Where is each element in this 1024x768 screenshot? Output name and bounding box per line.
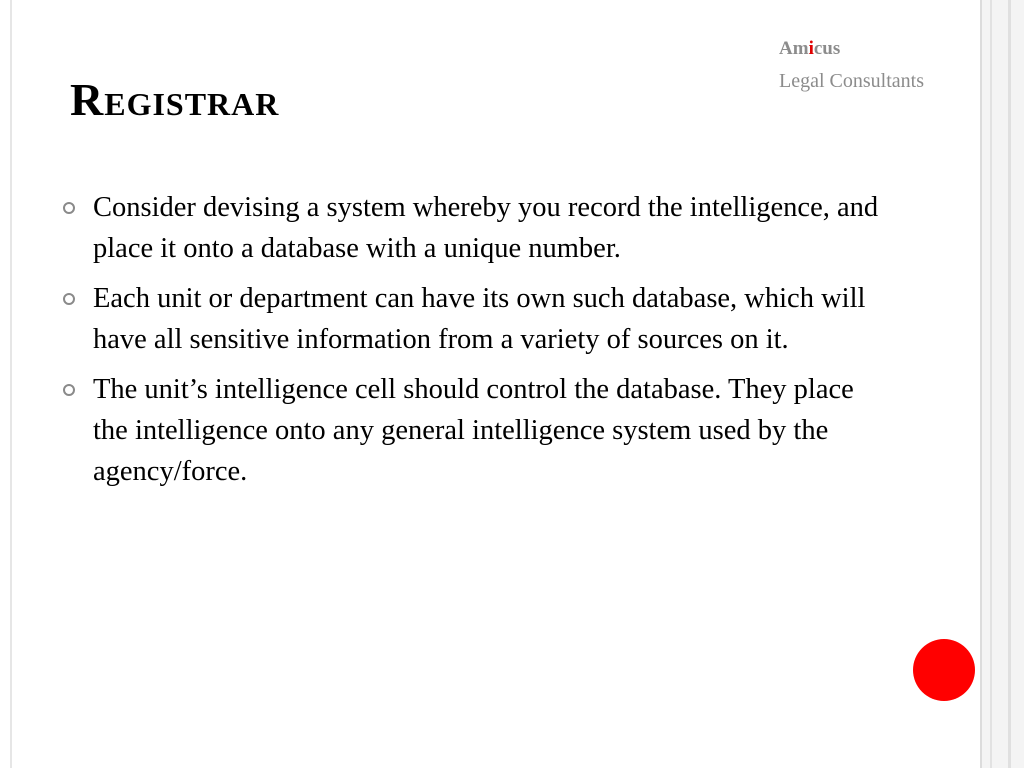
brand-name-part1: Am (779, 38, 809, 59)
brand-logo (779, 32, 924, 97)
hollow-circle-icon (63, 293, 75, 305)
brand-name (779, 38, 840, 59)
bullet-item (62, 369, 892, 492)
bullet-item (62, 187, 892, 269)
bullet-text: The unit’s intelligence cell should control the database. They place the intelligence onto any general intelligence system used by the agency/force. (93, 374, 854, 487)
bullet-text: Consider devising a system whereby you record the intelligence, and place it onto a database with a unique number. (93, 192, 879, 264)
frame-right-line (980, 0, 982, 768)
hollow-circle-icon (63, 384, 75, 396)
bullet-list (62, 187, 892, 501)
brand-tagline: Legal Consultants (779, 70, 924, 92)
hollow-circle-icon (63, 202, 75, 214)
frame-right-line (1008, 0, 1011, 768)
frame-left-line (10, 0, 12, 768)
slide-title: Registrar (70, 74, 280, 125)
brand-name-part2: cus (813, 38, 841, 59)
bullet-item (62, 278, 892, 360)
frame-right-band (980, 0, 1024, 768)
brand-name-accent: i (808, 38, 814, 59)
bullet-text: Each unit or department can have its own such database, which will have all sensitive information from a variety of sources on it. (93, 283, 866, 355)
red-dot-decoration (913, 639, 975, 701)
frame-right-line (990, 0, 992, 768)
